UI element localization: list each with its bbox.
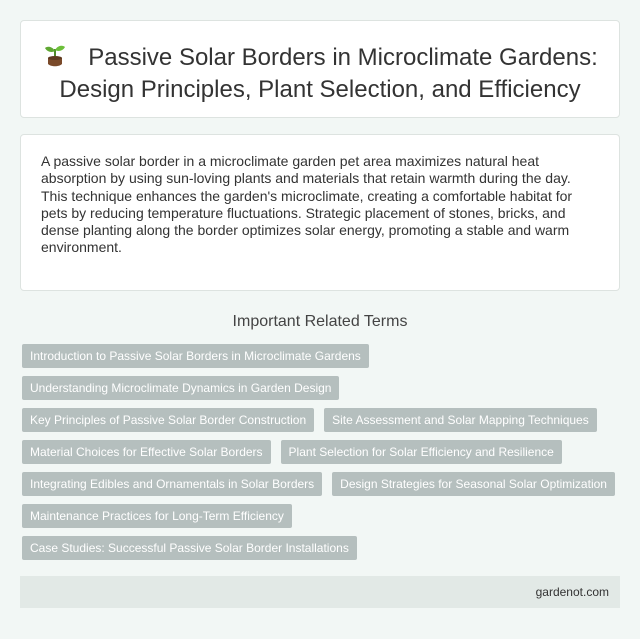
related-term-tag[interactable]: Case Studies: Successful Passive Solar Border Installations [22, 536, 357, 560]
title-card [20, 20, 620, 118]
related-term-tag[interactable]: Site Assessment and Solar Mapping Techniques [324, 408, 597, 432]
page-title [33, 42, 607, 106]
page-title-text: Passive Solar Borders in Microclimate Gardens: Design Principles, Plant Selection, and Efficiency [59, 44, 598, 103]
related-term-tag[interactable]: Integrating Edibles and Ornamentals in Solar Borders [22, 472, 322, 496]
related-term-tag[interactable]: Key Principles of Passive Solar Border Construction [22, 408, 314, 432]
related-term-tag[interactable]: Understanding Microclimate Dynamics in Garden Design [22, 376, 339, 400]
footer [20, 576, 620, 608]
related-terms-heading: Important Related Terms [232, 313, 408, 330]
summary-card [20, 134, 620, 291]
related-term-tag[interactable]: Introduction to Passive Solar Borders in Microclimate Gardens [22, 344, 369, 368]
related-term-tag[interactable]: Material Choices for Effective Solar Borders [22, 440, 271, 464]
related-term-tag[interactable]: Maintenance Practices for Long-Term Efficiency [22, 504, 292, 528]
related-term-tag[interactable]: Design Strategies for Seasonal Solar Optimization [332, 472, 615, 496]
related-term-tag[interactable]: Plant Selection for Solar Efficiency and Resilience [281, 440, 562, 464]
related-terms-list [22, 344, 622, 560]
sprout-icon [42, 42, 68, 68]
footer-site-link[interactable]: gardenot.com [535, 585, 609, 599]
summary-text: A passive solar border in a microclimate garden pet area maximizes natural heat absorption by using sun-loving plants and materials that retain warmth during the day. This technique enhances the garden's microclimate, creating a comfortable habitat for pets by reducing temperature fluctuations. Strategic placement of stones, bricks, and dense planting along the border optimizes solar energy, promoting a stable and warm environment. [41, 153, 573, 256]
